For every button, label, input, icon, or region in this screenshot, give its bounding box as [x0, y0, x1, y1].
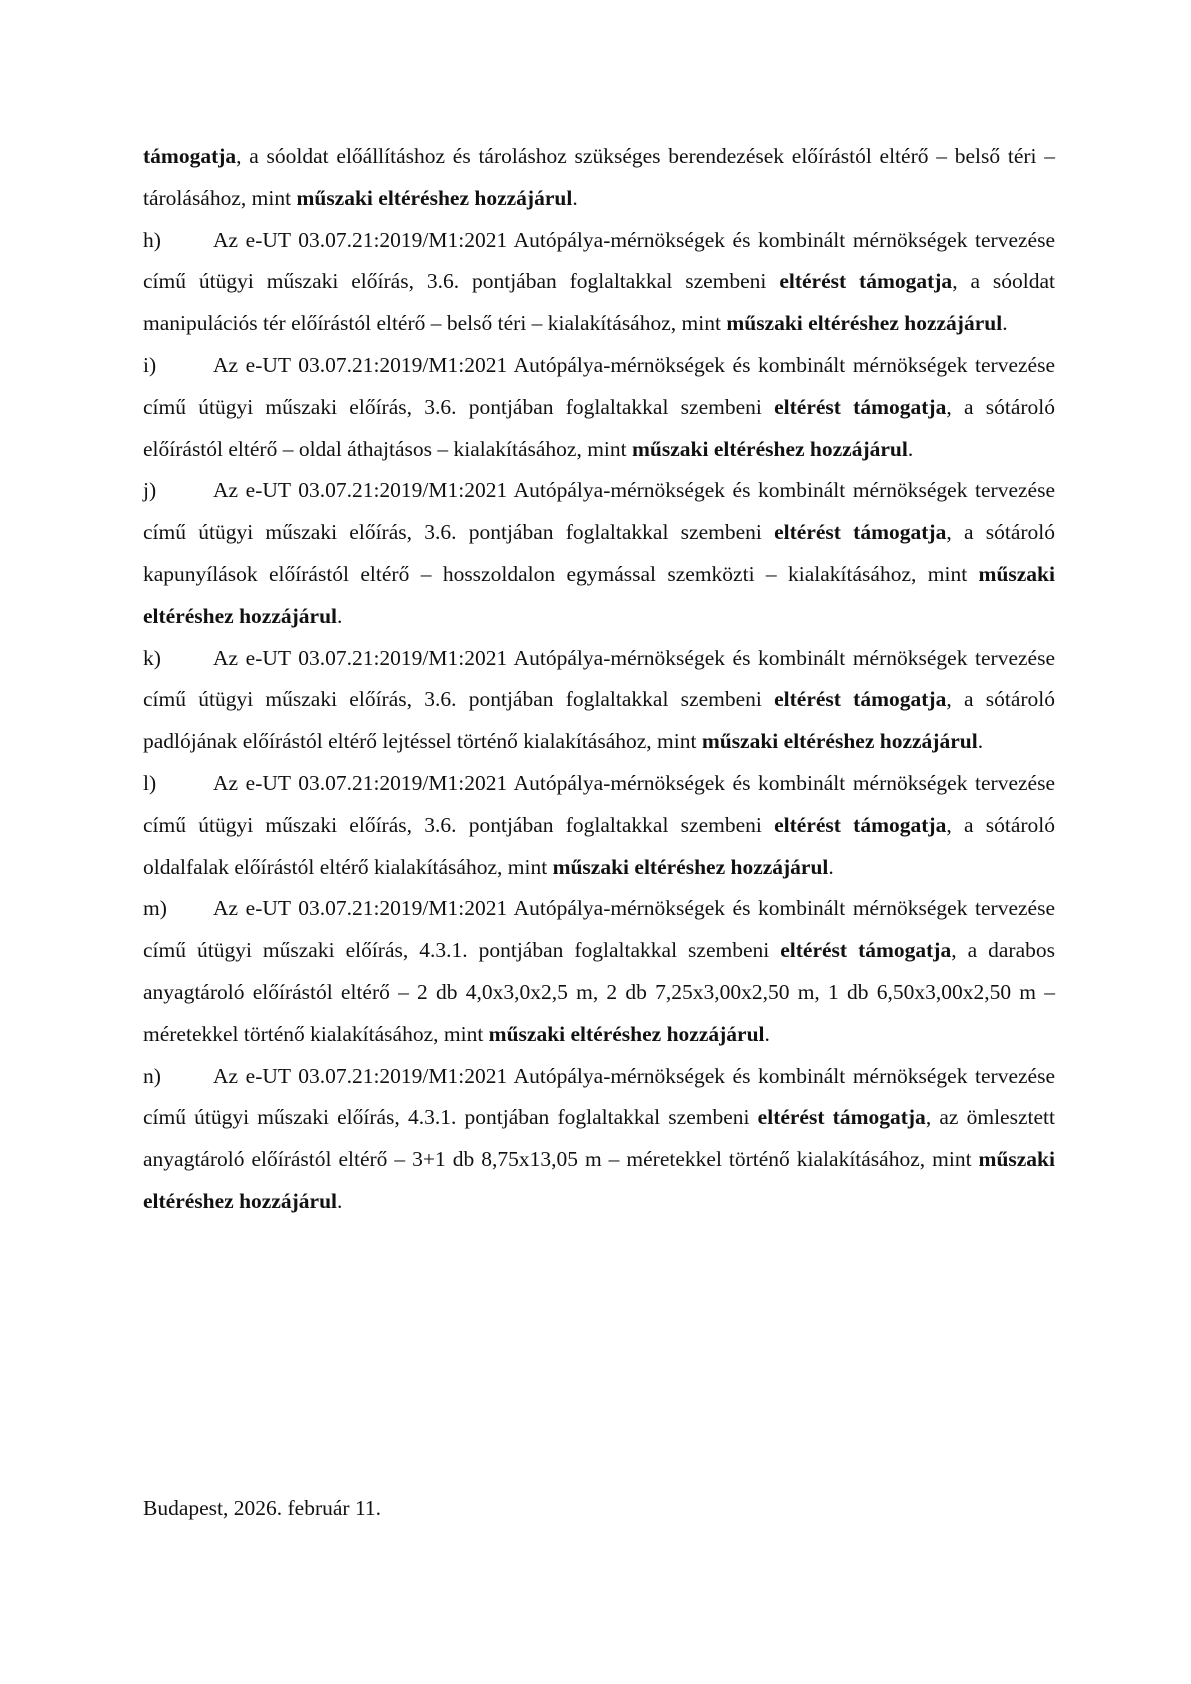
text-run: , az ömlesztett anyagtároló előírástól eltérő – 3+1 db 8,75x13,05 m – méretekkel történő kialakításához, mint: [143, 1105, 1055, 1172]
text-run: , a sótároló padlójának előírástól eltérő lejtéssel történő kialakításához, mint: [143, 687, 1055, 754]
text-run: .: [977, 729, 984, 754]
text-run: .: [1002, 311, 1008, 336]
bold-phrase: eltérést támogatja: [780, 938, 952, 963]
clause-paragraph: [143, 220, 1055, 345]
clause-paragraph: [143, 1056, 1055, 1223]
text-run: Az e-UT 03.07.21:2019/M1:2021 Autópálya-mérnökségek és kombinált mérnökségek tervezése című útügyi műszaki előírás, 3.6. pontjában foglaltakkal szembeni: [143, 478, 1055, 545]
text-run: Az e-UT 03.07.21:2019/M1:2021 Autópálya-mérnökségek és kombinált mérnökségek tervezése című útügyi műszaki előírás, 4.3.1. pontjában foglaltakkal szembeni: [143, 1063, 1055, 1130]
text-run: Az e-UT 03.07.21:2019/M1:2021 Autópálya-mérnökségek és kombinált mérnökségek tervezése című útügyi műszaki előírás, 3.6. pontjában foglaltakkal szembeni: [143, 352, 1055, 419]
bold-phrase: műszaki eltéréshez hozzájárul: [143, 1147, 1055, 1213]
text-run: , a darabos anyagtároló előírástól eltérő – 2 db 4,0x3,0x2,5 m, 2 db 7,25x3,00x2,50 m, 1 db 6,50x3,00x2,50 m – méretekkel történő kialakításához, mint: [143, 938, 1055, 1046]
bold-phrase: műszaki eltéréshez hozzájárul: [296, 185, 573, 210]
bold-phrase: eltérést támogatja: [774, 812, 947, 837]
text-run: .: [907, 436, 914, 461]
clause-paragraph: [143, 763, 1055, 888]
text-run: Az e-UT 03.07.21:2019/M1:2021 Autópálya-mérnökségek és kombinált mérnökségek tervezése című útügyi műszaki előírás, 4.3.1. pontjában foglaltakkal szembeni: [143, 896, 1055, 963]
text-run: , a sóoldat előállításhoz és tároláshoz szükséges berendezések előírástól eltérő – belső téri – tárolásához, mint: [143, 144, 1055, 210]
bold-phrase: eltérést támogatja: [774, 394, 947, 419]
bold-phrase: eltérést támogatja: [779, 269, 953, 294]
clause-paragraph: [143, 888, 1055, 1055]
place-date: Budapest, 2026. február 11.: [143, 1496, 382, 1520]
text-run: .: [337, 1188, 343, 1213]
text-run: Az e-UT 03.07.21:2019/M1:2021 Autópálya-mérnökségek és kombinált mérnökségek tervezése című útügyi műszaki előírás, 3.6. pontjában foglaltakkal szembeni: [143, 227, 1055, 294]
text-run: .: [572, 185, 578, 210]
text-run: Az e-UT 03.07.21:2019/M1:2021 Autópálya-mérnökségek és kombinált mérnökségek tervezése című útügyi műszaki előírás, 3.6. pontjában foglaltakkal szembeni: [143, 770, 1055, 837]
clause-letter: k): [143, 645, 161, 670]
clause-paragraph: [143, 638, 1055, 763]
clause-letter: h): [143, 227, 161, 252]
clause-letter: n): [143, 1063, 161, 1088]
bold-phrase: műszaki eltéréshez hozzájárul: [701, 729, 978, 754]
intro-paragraph: [143, 136, 1055, 220]
bold-phrase: támogatja: [143, 144, 237, 168]
text-run: , a sótároló kapunyílások előírástól eltérő – hosszoldalon egymással szemközti – kialakításához, mint: [143, 520, 1055, 586]
bold-phrase: műszaki eltéréshez hozzájárul: [143, 561, 1055, 628]
clause-letter: i): [143, 352, 157, 377]
clause-letter: m): [143, 896, 167, 921]
text-run: .: [764, 1021, 770, 1046]
bold-phrase: eltérést támogatja: [774, 520, 947, 545]
text-run: Az e-UT 03.07.21:2019/M1:2021 Autópálya-mérnökségek és kombinált mérnökségek tervezése című útügyi műszaki előírás, 3.6. pontjában foglaltakkal szembeni: [143, 645, 1055, 712]
bold-phrase: műszaki eltéréshez hozzájárul: [632, 436, 908, 461]
text-run: , a sótároló oldalfalak előírástól eltérő kialakításához, mint: [143, 812, 1055, 879]
text-run: .: [337, 603, 343, 628]
text-run: , a sótároló előírástól eltérő – oldal áthajtásos – kialakításához, mint: [143, 394, 1055, 461]
clause-letter: j): [143, 478, 157, 503]
item-list: [143, 220, 1055, 1223]
bold-phrase: eltérést támogatja: [757, 1105, 926, 1130]
clause-paragraph: [143, 470, 1055, 637]
bold-phrase: műszaki eltéréshez hozzájárul: [488, 1021, 765, 1046]
bold-phrase: műszaki eltéréshez hozzájárul: [726, 311, 1003, 336]
text-run: .: [828, 854, 834, 879]
clause-letter: l): [143, 770, 157, 795]
text-run: , a sóoldat manipulációs tér előírástól eltérő – belső téri – kialakításához, mint: [143, 269, 1055, 336]
document-body: [143, 136, 1055, 1223]
bold-phrase: eltérést támogatja: [774, 687, 947, 712]
bold-phrase: műszaki eltéréshez hozzájárul: [552, 854, 829, 879]
clause-paragraph: [143, 345, 1055, 470]
